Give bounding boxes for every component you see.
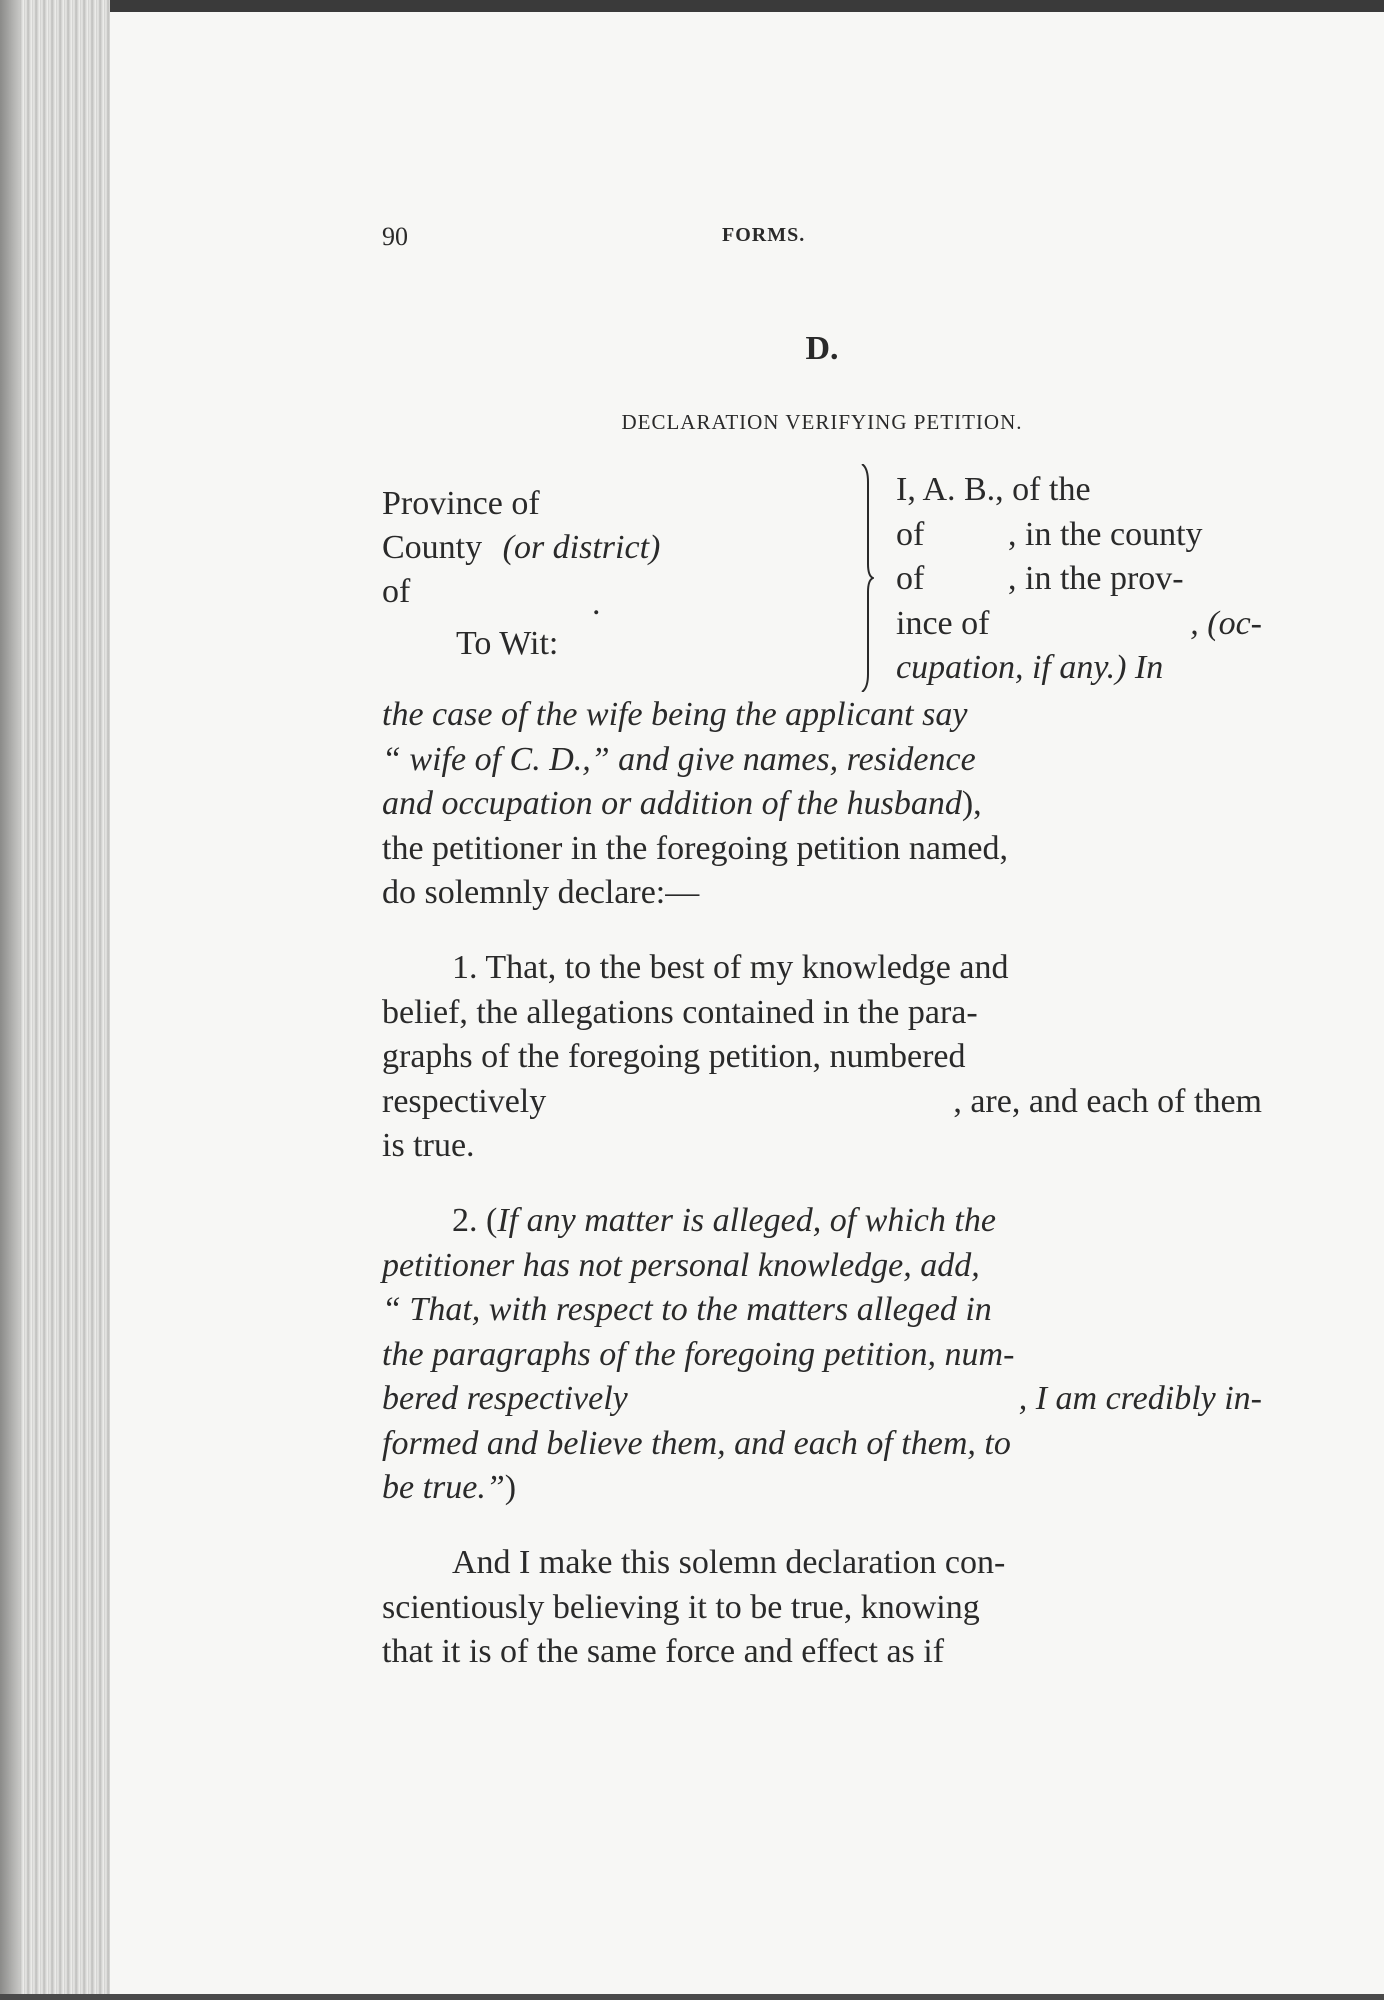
para1-line-4: respectively , are, and each of them	[382, 1082, 1262, 1120]
para2-line-7: be true.”)	[382, 1469, 517, 1506]
para1-line-2: belief, the allegations contained in the para-	[382, 993, 978, 1031]
venue-to-wit: To Wit:	[456, 625, 559, 662]
para1-line-1: 1. That, to the best of my knowledge and	[452, 949, 1009, 986]
section-title: DECLARATION VERIFYING PETITION.	[621, 410, 1023, 434]
para2-line-1: 2. (If any matter is alleged, of which the	[452, 1202, 996, 1239]
para2-line-3: “ That, with respect to the matters alleged in	[382, 1291, 992, 1328]
para2-line-4: the paragraphs of the foregoing petition, num-	[382, 1335, 1015, 1373]
scan-top-edge	[0, 0, 1384, 12]
intro-paragraph	[382, 693, 1262, 916]
intro-line-2: “ wife of C. D.,” and give names, residence	[382, 740, 976, 778]
declarant-line-3: of , in the prov-	[896, 560, 1184, 597]
declarant-line-4: ince of , (oc-	[896, 604, 1262, 642]
para1-line-5: is true.	[382, 1127, 475, 1164]
venue-block	[382, 482, 660, 666]
book-page	[110, 12, 1384, 1994]
venue-of: of	[382, 573, 411, 610]
intro-line-5: do solemnly declare:—	[382, 874, 700, 911]
declarant-line-1: I, A. B., of the	[896, 471, 1091, 508]
paragraph-3	[382, 1541, 1262, 1675]
running-head	[382, 222, 1262, 252]
scan-bottom-edge	[0, 1994, 1384, 2000]
section-letter: D.	[805, 330, 839, 367]
paragraph-2	[382, 1199, 1262, 1511]
intro-line-4: the petitioner in the foregoing petition named,	[382, 829, 1008, 867]
para1-line-3: graphs of the foregoing petition, numbered	[382, 1038, 966, 1075]
book-spine-shadow	[0, 0, 20, 2000]
para2-line-2: petitioner has not personal knowledge, add,	[382, 1246, 980, 1284]
para2-line-6: formed and believe them, and each of them, to	[382, 1424, 1011, 1462]
para3-line-3: that it is of the same force and effect as if	[382, 1633, 945, 1670]
declarant-line-2: of , in the county	[896, 515, 1203, 553]
venue-county: County (or district)	[382, 529, 661, 566]
declarant-line-5: cupation, if any.) In	[896, 649, 1164, 686]
venue-dot: .	[592, 585, 601, 622]
para2-line-5: bered respectively , I am credibly in-	[382, 1380, 1262, 1417]
venue-province: Province of	[382, 485, 540, 522]
para3-line-1: And I make this solemn declaration con-	[452, 1544, 1006, 1581]
para3-line-2: scientiously believing it to be true, knowing	[382, 1588, 980, 1626]
curly-brace	[860, 464, 874, 692]
intro-line-3: and occupation or addition of the husband),	[382, 785, 982, 822]
paragraph-1	[382, 946, 1262, 1169]
running-title: FORMS.	[722, 224, 806, 246]
intro-line-1: the case of the wife being the applicant say	[382, 696, 968, 733]
declarant-block	[896, 468, 1262, 691]
page-number: 90	[382, 222, 408, 251]
